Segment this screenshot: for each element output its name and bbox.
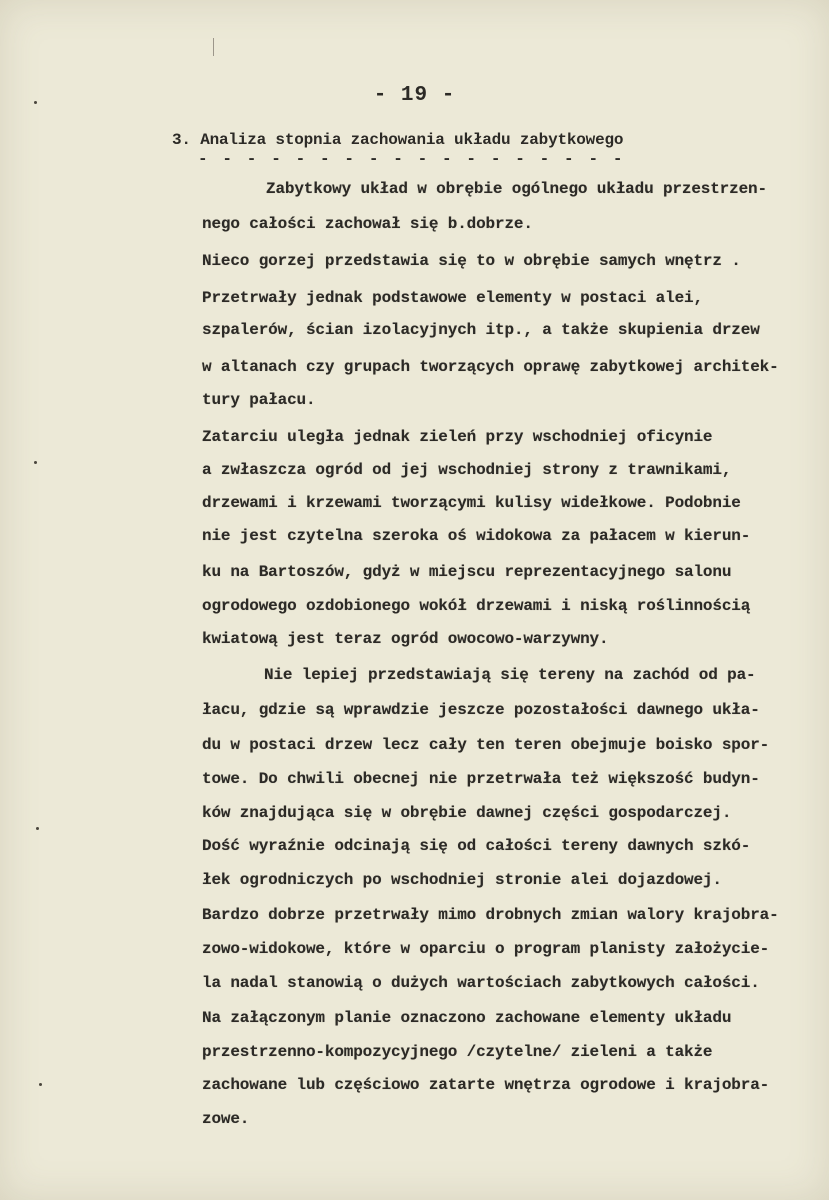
text-line: Na załączonym planie oznaczono zachowane elementy układu bbox=[202, 1009, 732, 1027]
text-line: nie jest czytelna szeroka oś widokowa za pałacem w kierun- bbox=[202, 527, 751, 545]
text-line: du w postaci drzew lecz cały ten teren obejmuje boisko spor- bbox=[202, 736, 770, 754]
text-line: tury pałacu. bbox=[202, 391, 316, 409]
text-line: szpalerów, ścian izolacyjnych itp., a także skupienia drzew bbox=[202, 321, 760, 339]
text-line: Zabytkowy układ w obrębie ogólnego układu przestrzen- bbox=[266, 180, 767, 198]
text-line: w altanach czy grupach tworzących oprawę zabytkowej architek- bbox=[202, 358, 779, 376]
text-line: Zatarciu uległa jednak zieleń przy wschodniej oficynie bbox=[202, 428, 713, 446]
section-heading: 3. Analiza stopnia zachowania układu zabytkowego bbox=[172, 131, 624, 149]
paper-mark bbox=[36, 827, 39, 830]
text-line: Bardzo dobrze przetrwały mimo drobnych zmian walory krajobra- bbox=[202, 906, 779, 924]
text-line: Dość wyraźnie odcinają się od całości tereny dawnych szkó- bbox=[202, 837, 751, 855]
paper-scratch bbox=[213, 38, 214, 56]
text-line: ków znajdująca się w obrębie dawnej części gospodarczej. bbox=[202, 804, 732, 822]
text-line: zachowane lub częściowo zatarte wnętrza ogrodowe i krajobra- bbox=[202, 1076, 770, 1094]
text-line: zowe. bbox=[202, 1110, 250, 1128]
text-line: drzewami i krzewami tworzącymi kulisy widełkowe. Podobnie bbox=[202, 494, 741, 512]
text-line: przestrzenno-kompozycyjnego /czytelne/ zieleni a także bbox=[202, 1043, 713, 1061]
page-number: - 19 - bbox=[373, 84, 456, 107]
text-line: Nieco gorzej przedstawia się to w obrębie samych wnętrz . bbox=[202, 252, 741, 270]
text-line: ogrodowego ozdobionego wokół drzewami i niską roślinnością bbox=[202, 597, 751, 615]
text-line: la nadal stanowią o dużych wartościach zabytkowych całości. bbox=[202, 974, 760, 992]
paper-mark bbox=[34, 461, 37, 464]
text-line: a zwłaszcza ogród od jej wschodniej strony z trawnikami, bbox=[202, 461, 732, 479]
text-line: Nie lepiej przedstawiają się tereny na zachód od pa- bbox=[264, 666, 756, 684]
paper-mark bbox=[39, 1083, 42, 1086]
text-line: łek ogrodniczych po wschodniej stronie alei dojazdowej. bbox=[202, 871, 722, 889]
text-line: łacu, gdzie są wprawdzie jeszcze pozostałości dawnego ukła- bbox=[202, 701, 760, 719]
text-line: ku na Bartoszów, gdyż w miejscu reprezentacyjnego salonu bbox=[202, 563, 732, 581]
text-line: Przetrwały jednak podstawowe elementy w postaci alei, bbox=[202, 289, 703, 307]
heading-underline: - - - - - - - - - - - - - - - - - - bbox=[198, 150, 626, 168]
text-line: zowo-widokowe, które w oparciu o program planisty założycie- bbox=[202, 940, 770, 958]
text-line: towe. Do chwili obecnej nie przetrwała też większość budyn- bbox=[202, 770, 760, 788]
text-line: nego całości zachował się b.dobrze. bbox=[202, 215, 533, 233]
text-line: kwiatową jest teraz ogród owocowo-warzywny. bbox=[202, 630, 609, 648]
